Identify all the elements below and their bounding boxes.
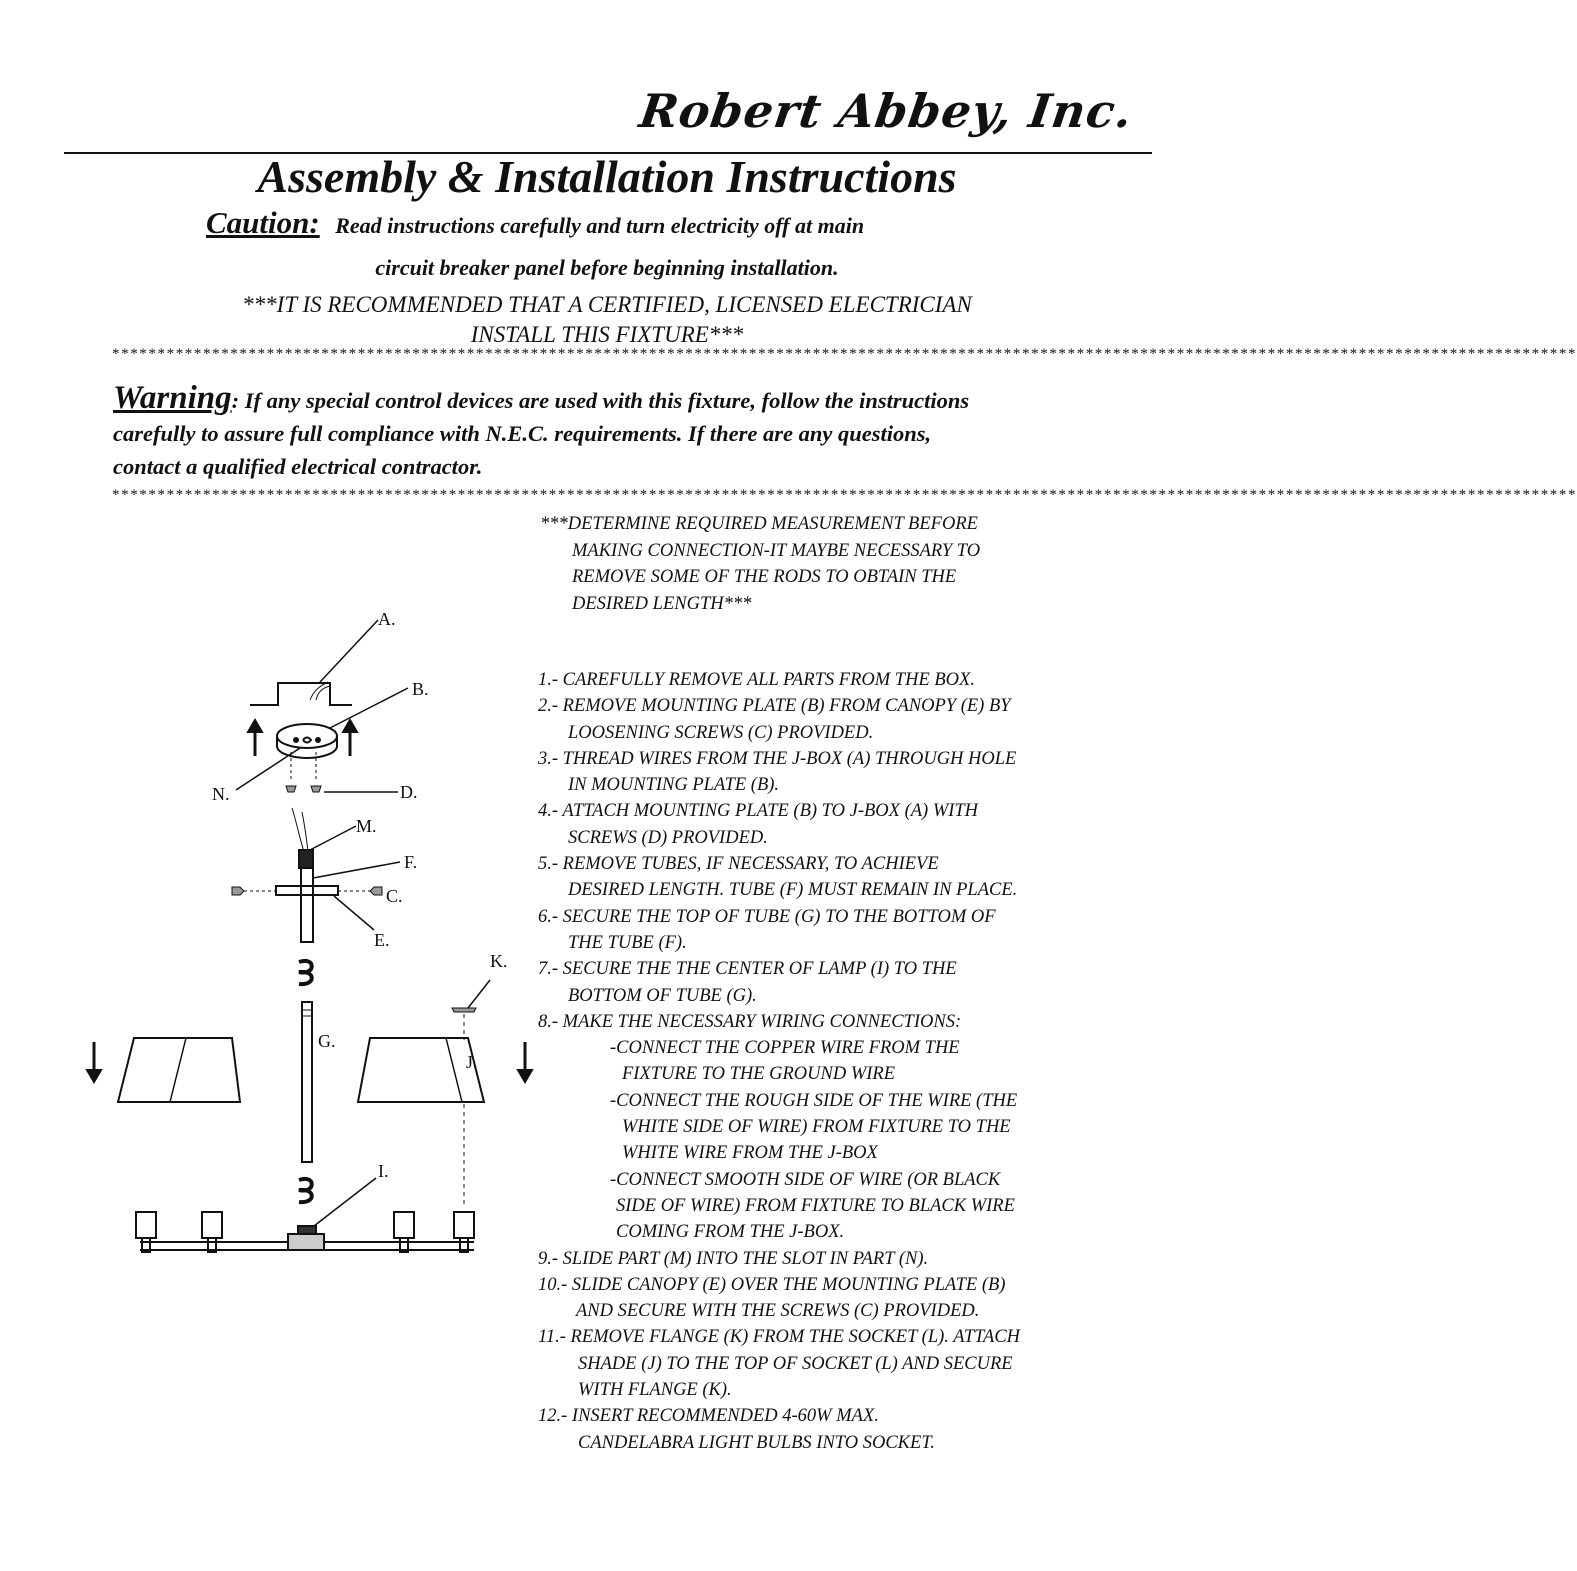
flange-k <box>452 1008 476 1012</box>
step-line: -CONNECT THE COPPER WIRE FROM THE <box>610 1038 960 1059</box>
mounting-slot <box>303 738 311 743</box>
mounting-hole-left <box>293 737 299 743</box>
leader-line-a <box>320 620 378 682</box>
recommendation-line-2: INSTALL THIS FIXTURE*** <box>470 322 744 347</box>
leader-line-f <box>313 862 400 878</box>
label-i: I. <box>378 1161 389 1181</box>
star-separator: ***************************************************************************************************************************************************************** <box>112 487 1577 503</box>
down-arrow-left-icon <box>87 1070 101 1082</box>
mounting-plate <box>277 724 337 748</box>
step-line: FIXTURE TO THE GROUND WIRE <box>622 1064 896 1085</box>
hook-part-m <box>299 850 313 868</box>
step-line: DESIRED LENGTH. TUBE (F) MUST REMAIN IN PLACE. <box>568 880 1018 901</box>
shade-j-seam <box>446 1038 462 1102</box>
step-line: BOTTOM OF TUBE (G). <box>568 985 757 1006</box>
step-line: THE TUBE (F). <box>568 932 687 953</box>
step-line: 8.- MAKE THE NECESSARY WIRING CONNECTIONS: <box>538 1011 962 1032</box>
warning-line-1 <box>113 382 1153 417</box>
label-c: C. <box>386 886 403 906</box>
step-line: SCREWS (D) PROVIDED. <box>568 827 768 848</box>
lamp-center-nut <box>298 1226 316 1234</box>
step-line: IN MOUNTING PLATE (B). <box>568 775 780 796</box>
step-line: LOOSENING SCREWS (C) PROVIDED. <box>568 722 874 743</box>
step-line: 3.- THREAD WIRES FROM THE J-BOX (A) THROUGH HOLE <box>538 748 1017 769</box>
label-k: K. <box>490 951 508 971</box>
step-line: WITH FLANGE (K). <box>578 1380 732 1401</box>
step-line: 4.- ATTACH MOUNTING PLATE (B) TO J-BOX (A) WITH <box>538 801 979 822</box>
warning-block <box>113 382 1153 483</box>
page-title: Assembly & Installation Instructions <box>257 151 957 202</box>
socket <box>394 1212 414 1238</box>
label-g: G. <box>318 1031 336 1051</box>
mounting-hole-right <box>315 737 321 743</box>
step-line: 12.- INSERT RECOMMENDED 4-60W MAX. <box>538 1406 879 1427</box>
star-separator: ***************************************************************************************************************************************************************** <box>112 346 1577 362</box>
socket <box>202 1212 222 1238</box>
lamp-center-hub <box>288 1234 324 1250</box>
label-d: D. <box>400 782 418 802</box>
leader-line-n <box>236 748 300 790</box>
step-line: -CONNECT THE ROUGH SIDE OF THE WIRE (THE <box>610 1090 1018 1111</box>
step-line: 10.- SLIDE CANOPY (E) OVER THE MOUNTING PLATE (B) <box>538 1274 1006 1295</box>
canopy-e <box>276 886 338 895</box>
step-line: 5.- REMOVE TUBES, IF NECESSARY, TO ACHIEVE <box>538 854 939 875</box>
fixture-wires <box>292 808 308 852</box>
caution-text-2: circuit breaker panel before beginning installation. <box>375 255 839 280</box>
warning-text-3: contact a qualified electrical contractor. <box>113 454 483 479</box>
tube-f <box>301 868 313 942</box>
recommendation-line-1: ***IT IS RECOMMENDED THAT A CERTIFIED, LICENSED ELECTRICIAN <box>242 292 972 317</box>
instruction-steps <box>538 667 1158 1456</box>
step-line: 2.- REMOVE MOUNTING PLATE (B) FROM CANOPY (E) BY <box>538 696 1011 717</box>
shade-left <box>118 1038 240 1102</box>
socket <box>136 1212 156 1238</box>
step-line: SHADE (J) TO THE TOP OF SOCKET (L) AND SECURE <box>578 1353 1013 1374</box>
down-arrow-right-icon <box>518 1070 532 1082</box>
measurement-note <box>540 511 1140 617</box>
shade-left-seam <box>170 1038 186 1102</box>
coupling-upper <box>299 961 312 984</box>
brand-logo: Robert Abbey, Inc. <box>635 84 1136 138</box>
assembly-diagram <box>70 595 540 1275</box>
measurement-note-line: REMOVE SOME OF THE RODS TO OBTAIN THE <box>572 567 957 587</box>
label-f: F. <box>404 852 418 872</box>
warning-text-1: : If any special control devices are used with this fixture, follow the instructions <box>231 388 970 413</box>
up-arrow-right-icon <box>343 720 357 732</box>
label-n: N. <box>212 784 230 804</box>
up-arrow-left-icon <box>248 720 262 732</box>
measurement-note-line: MAKING CONNECTION-IT MAYBE NECESSARY TO <box>572 540 981 561</box>
screw-c-right <box>370 887 382 895</box>
step-line: AND SECURE WITH THE SCREWS (C) PROVIDED. <box>576 1301 980 1322</box>
step-line: WHITE SIDE OF WIRE) FROM FIXTURE TO THE <box>622 1117 1011 1138</box>
label-b: B. <box>412 679 429 699</box>
label-a: A. <box>378 609 396 629</box>
leader-line-m <box>310 826 356 850</box>
caution-line-1 <box>206 205 864 241</box>
measurement-note-line: DESIRED LENGTH*** <box>572 593 752 614</box>
warning-text-2: carefully to assure full compliance with N.E.C. requirements. If there are any questions, <box>113 421 932 446</box>
step-line: COMING FROM THE J-BOX. <box>616 1222 845 1243</box>
junction-box <box>250 683 352 705</box>
electrician-recommendation <box>0 290 1214 350</box>
screw-d-right <box>311 786 321 792</box>
step-line: SIDE OF WIRE) FROM FIXTURE TO BLACK WIRE <box>616 1195 1015 1216</box>
step-line: 9.- SLIDE PART (M) INTO THE SLOT IN PART (N). <box>538 1248 929 1269</box>
label-e: E. <box>374 930 390 950</box>
junction-box-wires <box>310 682 330 700</box>
measurement-note-line: ***DETERMINE REQUIRED MEASUREMENT BEFORE <box>540 514 978 534</box>
leader-line-e <box>334 896 374 930</box>
caution-text-1: Read instructions carefully and turn electricity off at main <box>335 213 865 238</box>
label-j: J. <box>466 1052 478 1072</box>
caution-label: Caution: <box>206 205 320 240</box>
screw-d-left <box>286 786 296 792</box>
step-line: 11.- REMOVE FLANGE (K) FROM THE SOCKET (L). ATTACH <box>538 1327 1021 1348</box>
step-line: -CONNECT SMOOTH SIDE OF WIRE (OR BLACK <box>610 1169 1001 1190</box>
leader-line-k <box>468 980 490 1008</box>
leader-line-b <box>330 688 408 728</box>
step-line: 6.- SECURE THE TOP OF TUBE (G) TO THE BOTTOM OF <box>538 906 996 927</box>
step-line: 7.- SECURE THE THE CENTER OF LAMP (I) TO THE <box>538 959 957 980</box>
leader-line-i <box>314 1178 376 1226</box>
tube-g <box>302 1002 312 1162</box>
label-m: M. <box>356 816 377 836</box>
step-line: 1.- CAREFULLY REMOVE ALL PARTS FROM THE BOX. <box>538 670 975 690</box>
screw-c-left <box>232 887 244 895</box>
coupling-lower <box>299 1179 312 1202</box>
warning-label: Warning <box>113 380 232 416</box>
step-line: WHITE WIRE FROM THE J-BOX <box>622 1143 878 1164</box>
step-line: CANDELABRA LIGHT BULBS INTO SOCKET. <box>578 1432 935 1453</box>
socket <box>454 1212 474 1238</box>
